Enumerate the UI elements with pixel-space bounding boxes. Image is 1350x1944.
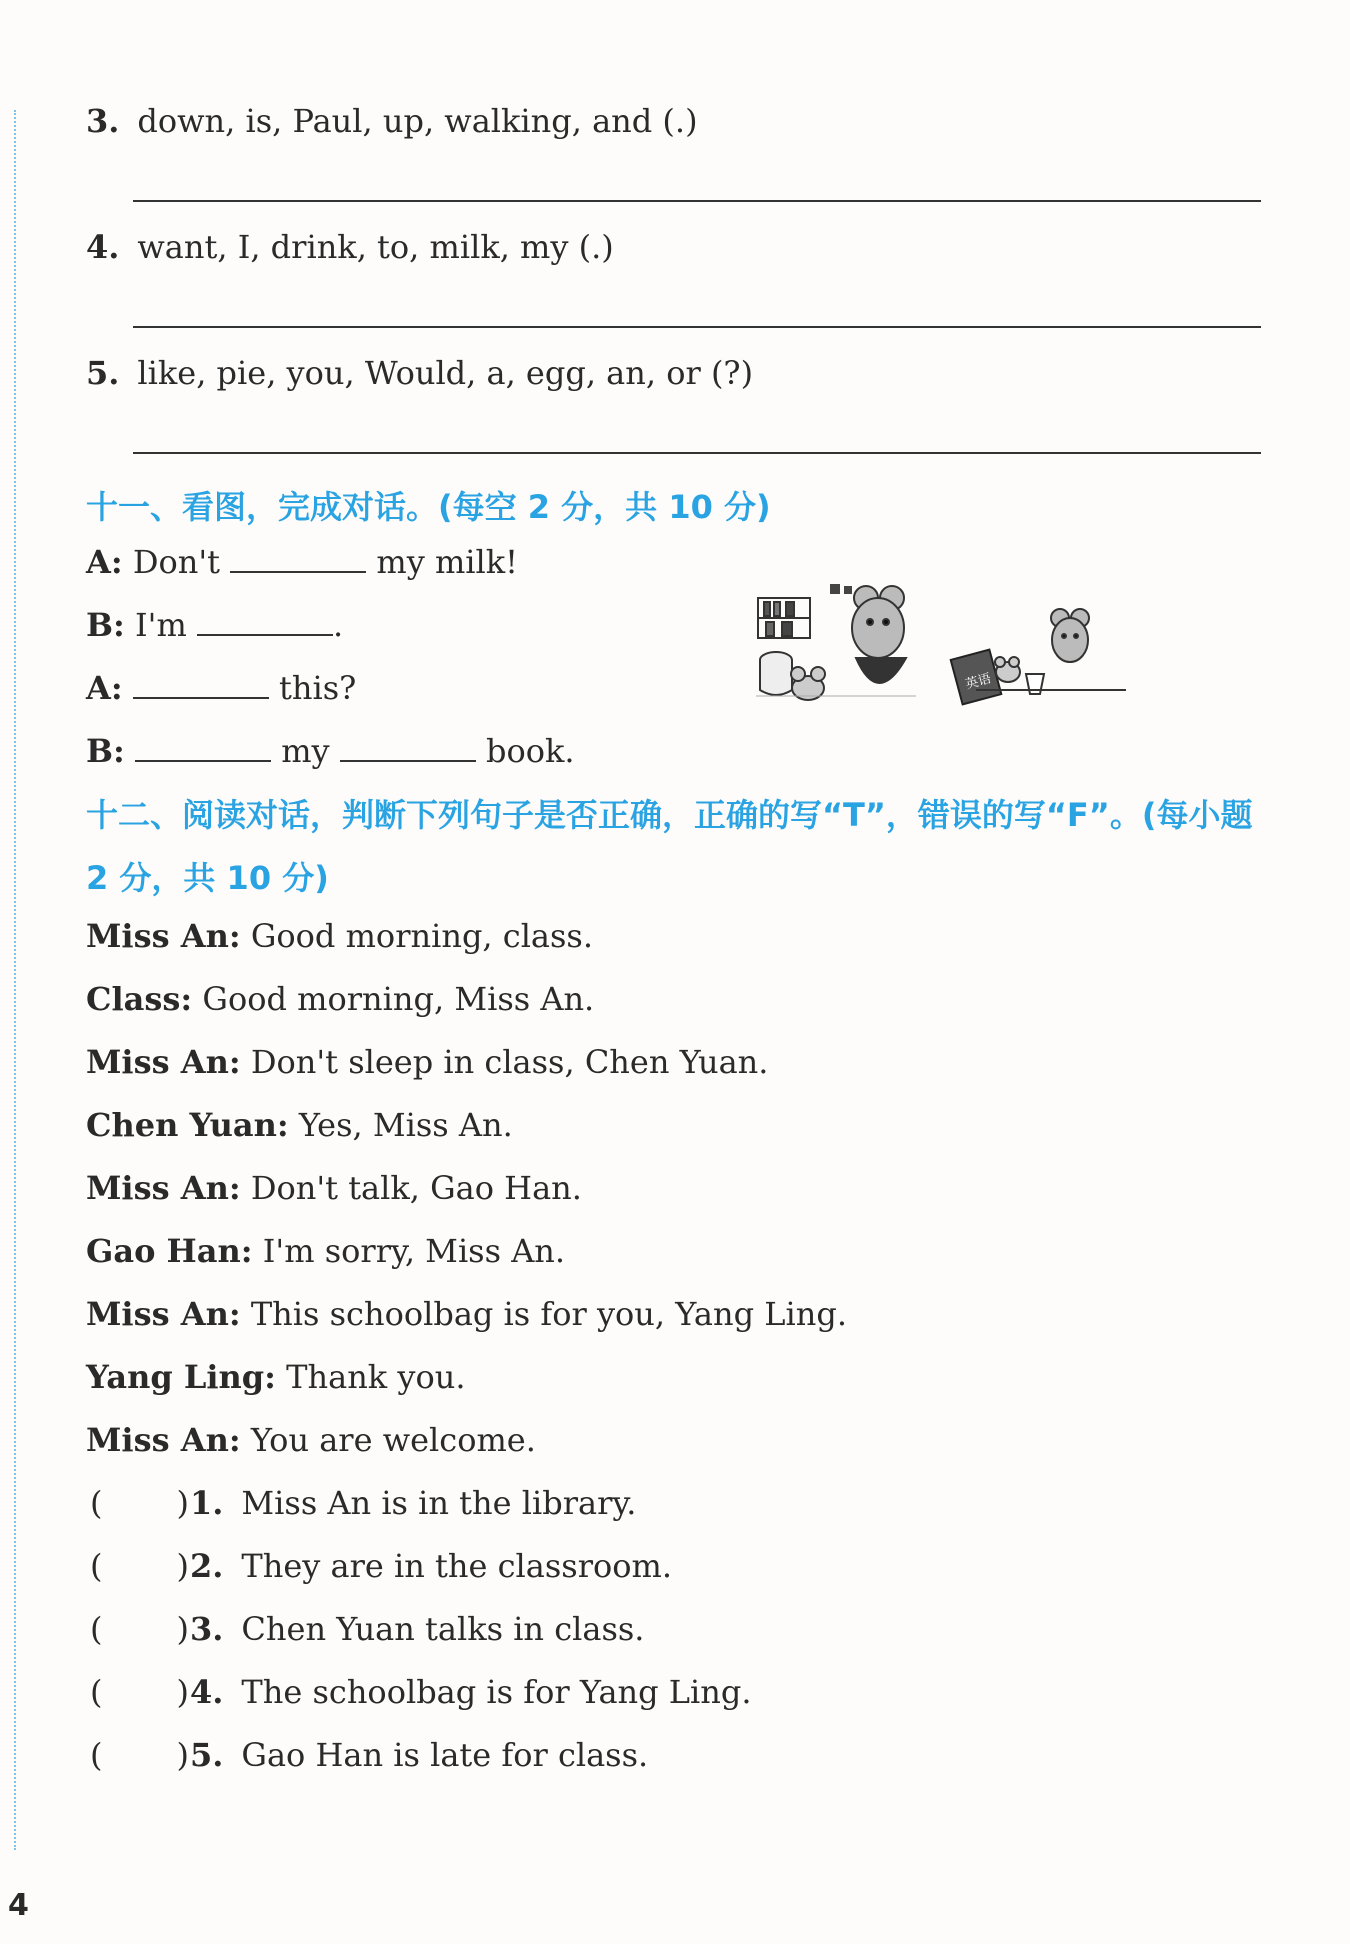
english-book-icon	[951, 650, 1002, 705]
answer-paren[interactable]: ( )	[90, 1736, 189, 1774]
dialogue-row: Gao Han: I'm sorry, Miss An.	[86, 1232, 566, 1270]
page-number: 4	[8, 1888, 29, 1923]
small-mouse-drinking	[791, 667, 825, 700]
tf-question-2: ( )2. They are in the classroom.	[90, 1547, 673, 1585]
dialogue-row: Miss An: Good morning, class.	[86, 917, 594, 955]
fill-blank[interactable]	[340, 732, 476, 762]
mouse-at-desk	[1051, 609, 1089, 662]
section-12-heading-line2: 2 分，共 10 分)	[86, 859, 329, 897]
answer-paren[interactable]: ( )	[90, 1673, 189, 1711]
dialogue-line-a1: A: Don't my milk!	[86, 543, 518, 581]
answer-line-5[interactable]	[133, 452, 1261, 454]
bookshelf-icon	[758, 598, 810, 638]
svg-text:英语: 英语	[963, 671, 993, 693]
tf-question-4: ( )4. The schoolbag is for Yang Ling.	[90, 1673, 752, 1711]
reorder-item-4: 4. want, I, drink, to, milk, my (.)	[86, 228, 614, 266]
dialogue-row: Class: Good morning, Miss An.	[86, 980, 595, 1018]
binding-margin-line	[14, 110, 16, 1850]
angry-mouse-teacher	[852, 586, 906, 683]
answer-paren[interactable]: ( )	[90, 1484, 189, 1522]
dialogue-line-b2: B: my book.	[86, 732, 575, 770]
dialogue-row: Miss An: This schoolbag is for you, Yang Ling.	[86, 1295, 847, 1333]
note-squares-icon	[830, 584, 852, 594]
fill-blank[interactable]	[197, 606, 333, 636]
tf-question-1: ( )1. Miss An is in the library.	[90, 1484, 637, 1522]
answer-paren[interactable]: ( )	[90, 1610, 189, 1648]
section-12-heading-line1: 十二、阅读对话，判断下列句子是否正确，正确的写“T”，错误的写“F”。(每小题	[86, 796, 1253, 834]
dialogue-row: Miss An: Don't talk, Gao Han.	[86, 1169, 582, 1207]
mouse-scene-illustration	[756, 578, 1136, 728]
answer-paren[interactable]: ( )	[90, 1547, 189, 1585]
dialogue-line-b1: B: I'm .	[86, 606, 344, 644]
dialogue-row: Miss An: Don't sleep in class, Chen Yuan.	[86, 1043, 769, 1081]
answer-line-3[interactable]	[133, 200, 1261, 202]
milk-jar-icon	[760, 652, 792, 695]
reorder-item-3: 3. down, is, Paul, up, walking, and (.)	[86, 102, 698, 140]
section-11-heading: 十一、看图，完成对话。(每空 2 分，共 10 分)	[86, 488, 771, 526]
fill-blank[interactable]	[135, 732, 271, 762]
dialogue-line-a2: A: this?	[86, 669, 357, 707]
dialogue-row: Miss An: You are welcome.	[86, 1421, 536, 1459]
tf-question-3: ( )3. Chen Yuan talks in class.	[90, 1610, 645, 1648]
tf-question-5: ( )5. Gao Han is late for class.	[90, 1736, 649, 1774]
fill-blank[interactable]	[133, 669, 269, 699]
dialogue-row: Chen Yuan: Yes, Miss An.	[86, 1106, 513, 1144]
dialogue-row: Yang Ling: Thank you.	[86, 1358, 466, 1396]
reorder-item-5: 5. like, pie, you, Would, a, egg, an, or (?)	[86, 354, 754, 392]
small-mouse-with-book	[995, 657, 1020, 682]
fill-blank[interactable]	[230, 543, 366, 573]
answer-line-4[interactable]	[133, 326, 1261, 328]
